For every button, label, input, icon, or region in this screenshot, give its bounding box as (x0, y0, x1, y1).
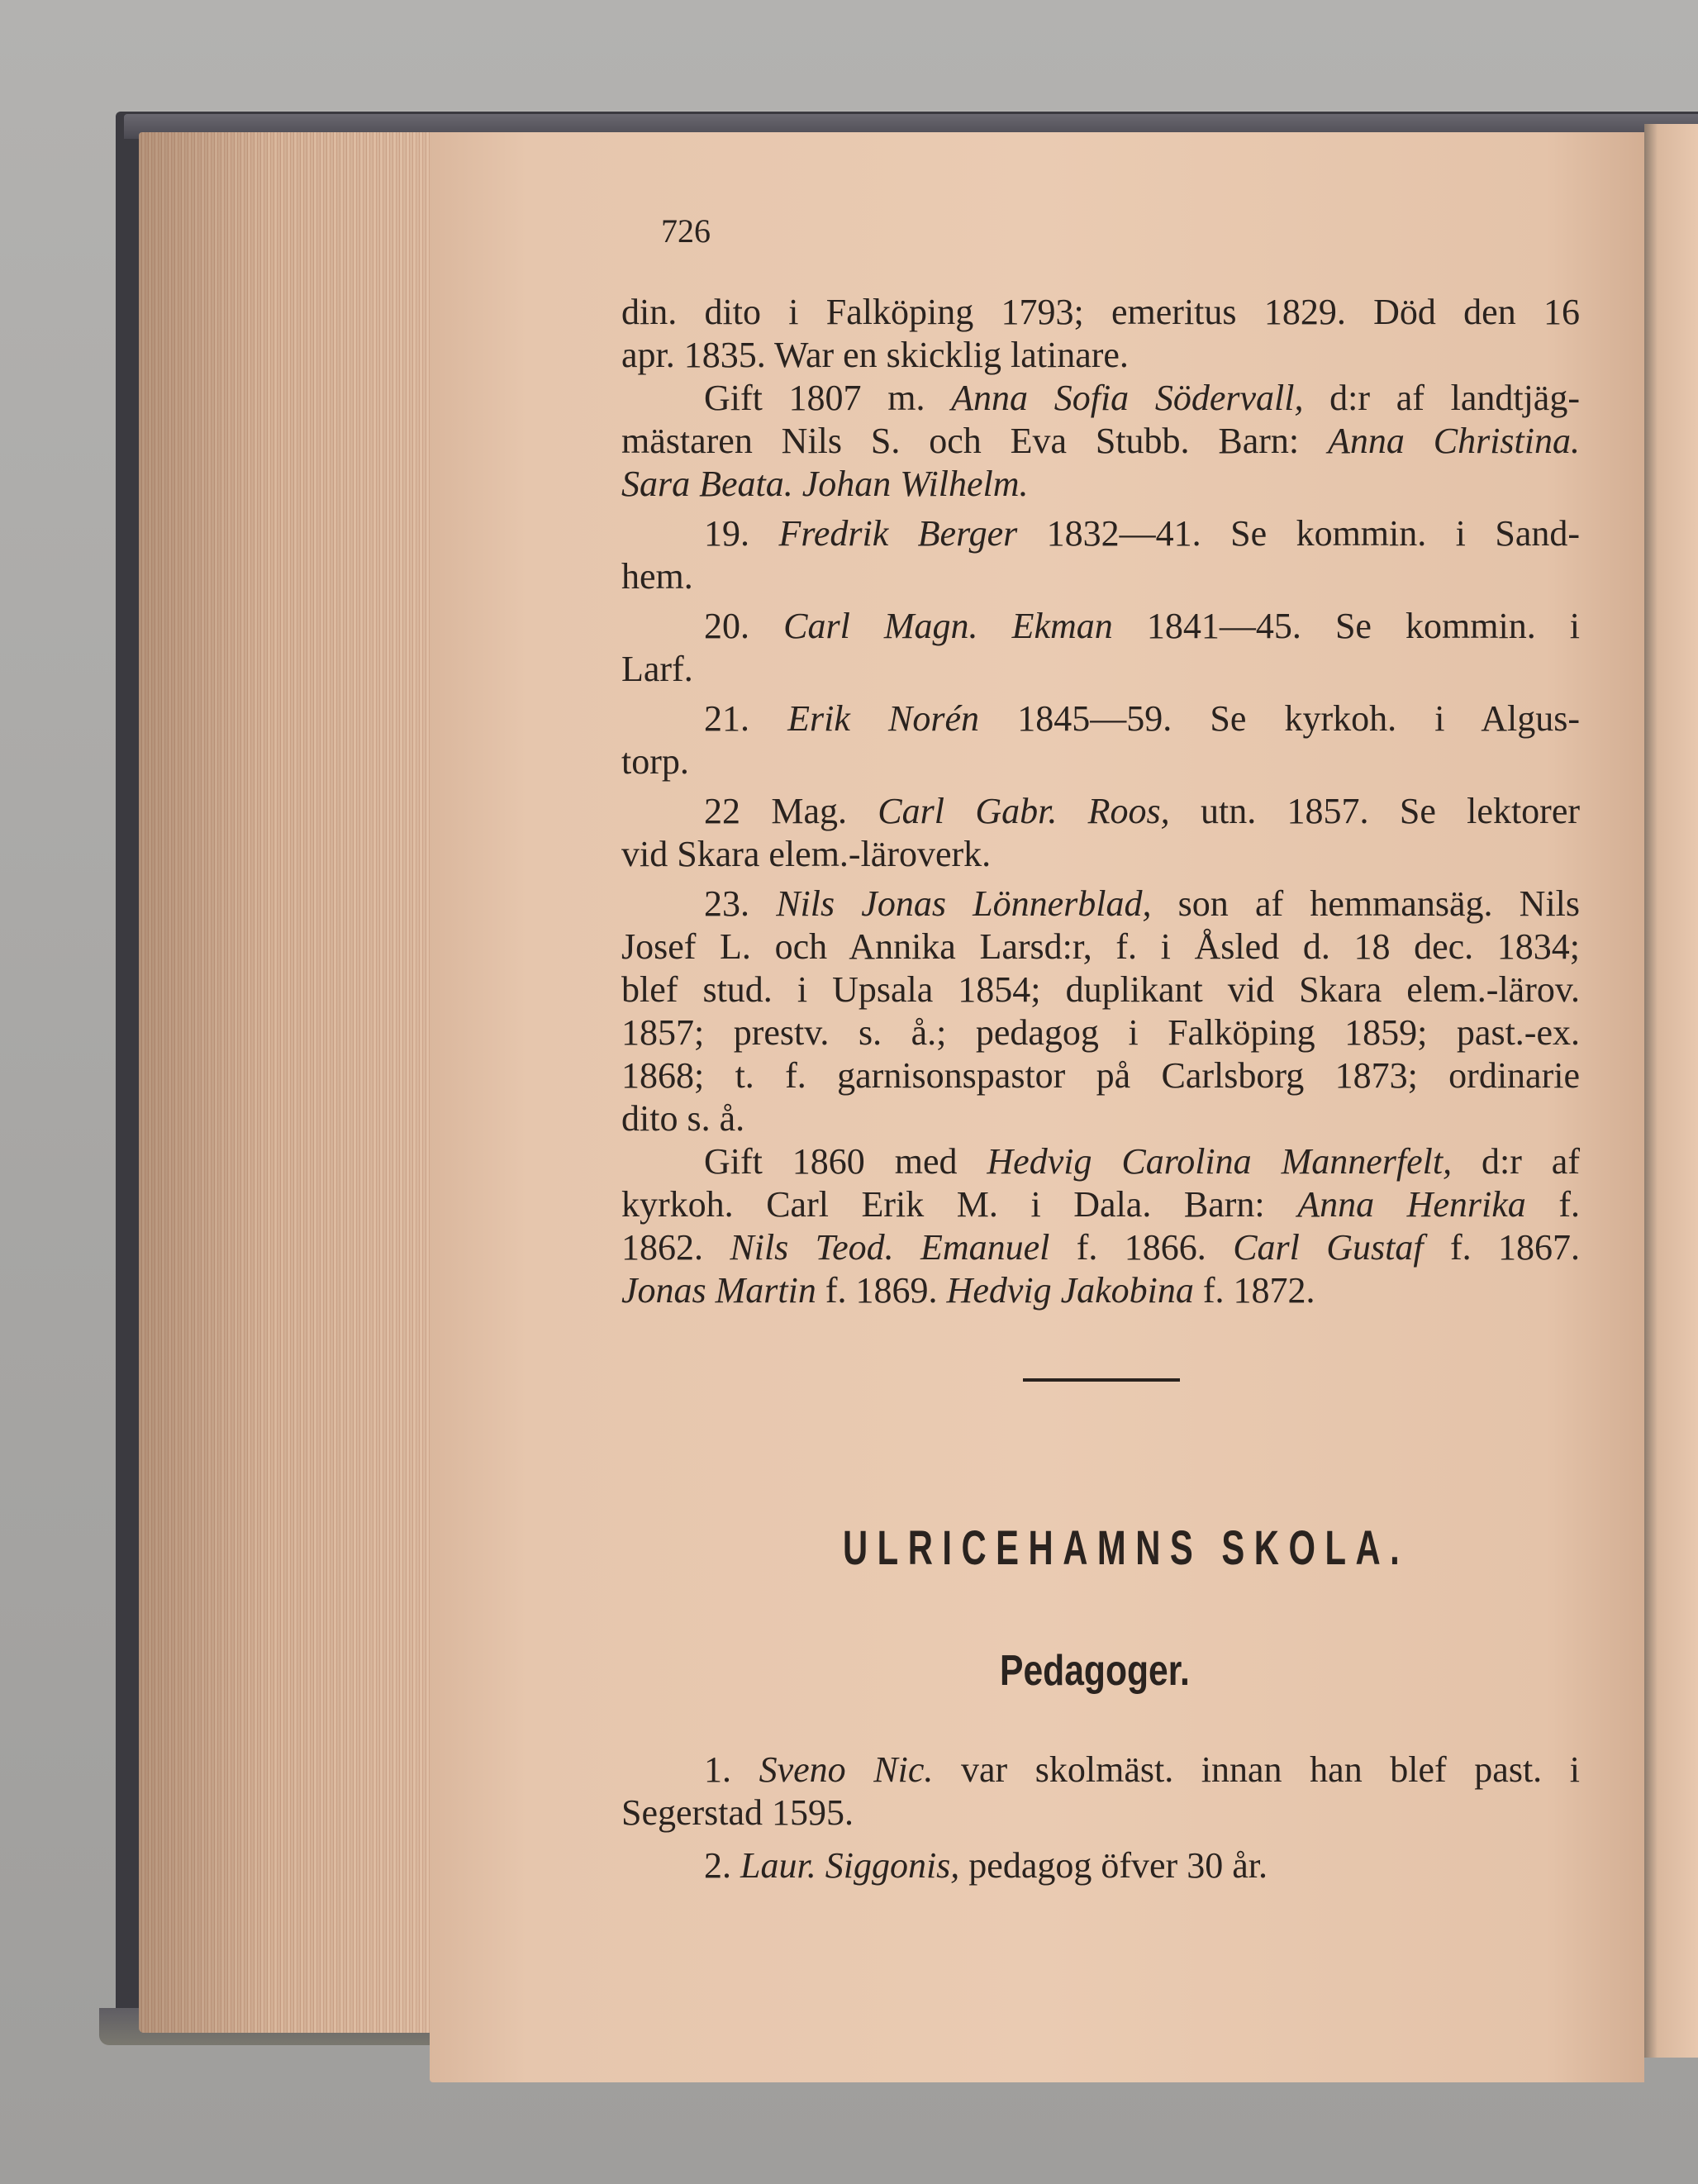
text-line: Segerstad 1595. (621, 1792, 854, 1833)
text-line: 1857; prestv. s. å.; pedagog i Falköping 1859; past.-ex. (621, 1012, 1580, 1053)
text-line: 20. Carl Magn. Ekman 1841—45. Se kommin. i (704, 606, 1581, 646)
text-line: kyrkoh. Carl Erik M. i Dala. Barn: Anna Henrika f. (621, 1184, 1580, 1225)
text-line: 23. Nils Jonas Lönnerblad, son af hemmansäg. Nils (704, 883, 1581, 924)
section-heading: ULRICEHAMNS SKOLA. (843, 1521, 1410, 1575)
text-line: Larf. (621, 649, 693, 689)
page-number: 726 (661, 212, 711, 250)
text-line: 22 Mag. Carl Gabr. Roos, utn. 1857. Se lektorer (704, 791, 1580, 831)
text-line: Gift 1860 med Hedvig Carolina Mannerfelt, d:r af (704, 1141, 1580, 1182)
facing-page-edge (1644, 124, 1698, 2058)
sub-heading: Pedagoger. (1000, 1647, 1190, 1695)
page-block-shade (139, 132, 469, 2033)
section-divider (1023, 1378, 1180, 1382)
text-line: vid Skara elem.-läroverk. (621, 834, 992, 874)
text-line: apr. 1835. War en skicklig latinare. (621, 335, 1129, 375)
text-line: Josef L. och Annika Larsd:r, f. i Åsled d. 18 dec. 1834; (621, 926, 1580, 967)
text-line: 2. Laur. Siggonis, pedagog öfver 30 år. (704, 1845, 1268, 1886)
text-line: din. dito i Falköping 1793; emeritus 1829. Död den 16 (621, 292, 1580, 332)
text-line: Gift 1807 m. Anna Sofia Södervall, d:r af landtjäg- (704, 378, 1580, 418)
text-line: dito s. å. (621, 1098, 745, 1139)
text-line: hem. (621, 556, 693, 597)
text-line: 1868; t. f. garnisonspastor på Carlsborg 1873; ordinarie (621, 1055, 1580, 1096)
text-line: blef stud. i Upsala 1854; duplikant vid Skara elem.-lärov. (621, 969, 1580, 1010)
text-line: torp. (621, 741, 689, 782)
text-line: Sara Beata. Johan Wilhelm. (621, 464, 1029, 504)
text-line: mästaren Nils S. och Eva Stubb. Barn: Anna Christina. (621, 421, 1580, 461)
text-line: 1862. Nils Teod. Emanuel f. 1866. Carl Gustaf f. 1867. (621, 1227, 1581, 1268)
text-line: 1. Sveno Nic. var skolmäst. innan han blef past. i (704, 1749, 1581, 1790)
text-line: 19. Fredrik Berger 1832—41. Se kommin. i Sand- (704, 513, 1581, 554)
text-line: 21. Erik Norén 1845—59. Se kyrkoh. i Algus- (704, 698, 1581, 739)
text-line: Jonas Martin f. 1869. Hedvig Jakobina f. 1872. (621, 1270, 1315, 1311)
